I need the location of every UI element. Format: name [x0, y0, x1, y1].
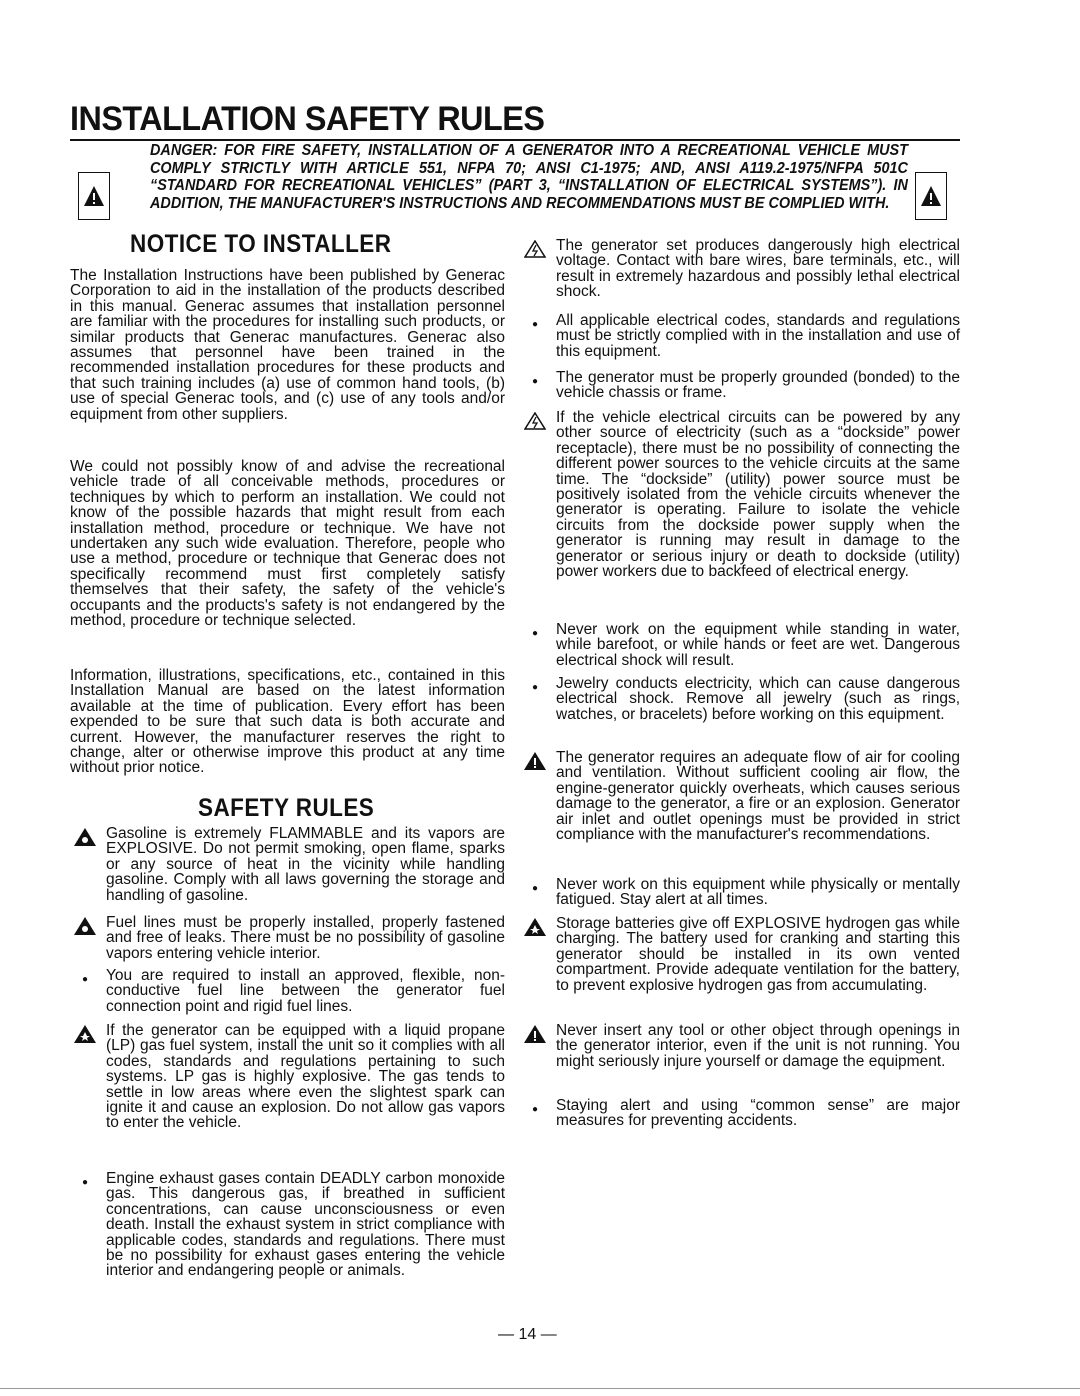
electric-hazard-icon [520, 412, 550, 433]
bullet-icon: ● [531, 682, 539, 693]
notice-heading: NOTICE TO INSTALLER [130, 230, 392, 258]
safety-rule-text: Fuel lines must be properly installed, properly fastened and free of leaks. There must be no possibility of gasoline vapors entering vehicle interior. [106, 914, 505, 962]
safety-rule-text: Never work on the equipment while standing in water, while barefoot, or while hands or feet are wet. Dangerous electrical shock will result. [556, 621, 960, 669]
safety-rule-item [520, 409, 960, 581]
page-title: INSTALLATION SAFETY RULES [70, 100, 545, 138]
safety-rule-text: Gasoline is extremely FLAMMABLE and its vapors are EXPLOSIVE. Do not permit smoking, open flame, sparks or any source of heat in the vicinity while handling gasoline. Comply with all laws governing the storage and handling of gasoline. [106, 825, 505, 904]
page-edge-line [0, 1388, 1080, 1389]
notice-paragraph: Information, illustrations, specifications, etc., contained in this Installation Manual are based on the latest information available at the time of publication. Every effort has been expended to be sure that such data is both accurate and current. However, the manufacturer reserves the right to change, alter or otherwise improve this product at any time without prior notice. [70, 667, 505, 777]
safety-rule-text: Never work on this equipment while physically or mentally fatigued. Stay alert at all times. [556, 876, 960, 909]
safety-rule-item [70, 967, 505, 1015]
safety-rule-text: Storage batteries give off EXPLOSIVE hydrogen gas while charging. The battery used for cranking and starting this generator should be installed in its own vented compartment. Provide adequate ventilation for the battery, to prevent explosive hydrogen gas from accumulating. [556, 915, 960, 994]
warning-icon [915, 172, 947, 220]
notice-paragraph: We could not possibly know of and advise the recreational vehicle trade of all conceivable methods, procedures or techniques by which to perform an installation. We could not know of the possible hazards that might result from each installation method, procedure or technique. We have not undertaken any such wide evaluation. Therefore, people who use a method, procedure or technique that Generac does not specifically recommend must first completely satisfy themselves that their safety, the safety of the vehicle's occupants and the products's safety is not endangered by the method, procedure or technique selected. [70, 458, 505, 630]
title-rule [70, 139, 960, 141]
warning-icon [78, 172, 110, 220]
danger-notice: DANGER: FOR FIRE SAFETY, INSTALLATION OF A GENERATOR INTO A RECREATIONAL VEHICLE MUST COMPLY STRICTLY WITH ARTICLE 551, NFPA 70; ANSI C1-1975; AND, ANSI A119.2-1975/NFPA 501C “STANDARD FOR RECREATIONAL VEHICLES” (PART 3, “INSTALLATION OF ELECTRICAL SYSTEMS”). IN ADDITION, THE MANUFACTURER'S INSTRUCTIONS AND RECOMMENDATIONS MUST BE COMPLIED WITH. [150, 142, 908, 212]
bullet-icon: ● [531, 376, 539, 387]
safety-heading: SAFETY RULES [198, 794, 375, 822]
safety-rule-item [70, 914, 505, 962]
safety-rule-item [520, 621, 960, 669]
bullet-icon: ● [81, 1177, 89, 1188]
safety-rule-text: The generator requires an adequate flow of air for cooling and ventilation. Without sufficient cooling air flow, the engine-generator quickly overheats, which causes serious damage to the generator, a fire or an explosion. Generator air inlet and outlet openings must be provided in strict compliance with the manufacturer's recommendations. [556, 749, 960, 844]
safety-rule-item [520, 237, 960, 301]
safety-rule-item [520, 1022, 960, 1070]
safety-rule-text: If the vehicle electrical circuits can be powered by any other source of electricity (such as a “dockside” power receptacle), there must be no possibility of connecting the different power sources to the vehicle circuits at the same time. The “dockside” (utility) power source must be positively isolated from the vehicle circuits whenever the generator is operating. Failure to isolate the vehicle circuits from the dockside power supply when the generator is running may result in damage to the generator or serious injury or death to dockside (utility) power workers due to backfeed of electrical energy. [556, 409, 960, 581]
safety-rule-text: Jewelry conducts electricity, which can cause dangerous electrical shock. Remove all jewelry (such as rings, watches, or bracelets) before working on this equipment. [556, 675, 960, 723]
page-number: — 14 — [498, 1326, 557, 1343]
safety-rule-item [520, 1097, 960, 1130]
safety-rule-item [70, 1170, 505, 1280]
bullet-icon: ● [531, 628, 539, 639]
fire-hazard-icon [70, 917, 100, 938]
safety-rule-text: The generator must be properly grounded (bonded) to the vehicle chassis or frame. [556, 369, 960, 402]
safety-rule-text: If the generator can be equipped with a liquid propane (LP) gas fuel system, install the unit so it complies with all codes, standards and regulations pertaining to such systems. LP gas is highly explosive. The gas tends to settle in low areas where even the slightest spark can ignite it and cause an explosion. Do not allow gas vapors to enter the vehicle. [106, 1022, 505, 1132]
safety-rule-item [70, 825, 505, 904]
bullet-icon: ● [531, 319, 539, 330]
safety-rule-item [520, 915, 960, 994]
safety-rule-item [70, 1022, 505, 1132]
electric-hazard-icon [520, 240, 550, 261]
safety-rule-text: Never insert any tool or other object through openings in the generator interior, even if the unit is not running. You might seriously injure yourself or damage the equipment. [556, 1022, 960, 1070]
safety-rule-text: Engine exhaust gases contain DEADLY carbon monoxide gas. This dangerous gas, if breathed in sufficient concentrations, can cause unconsciousness or even death. Install the exhaust system in strict compliance with applicable codes, standards and regulations. There must be no possibility for exhaust gases entering the vehicle interior and endangering people or animals. [106, 1170, 505, 1280]
bullet-icon: ● [531, 1104, 539, 1115]
notice-paragraph: The Installation Instructions have been published by Generac Corporation to aid in the installation of the products described in this manual. Generac assumes that installation personnel are familiar with the procedures for installing such products, or similar products that Generac manufactures. Generac also assumes that personnel have been trained in the recommended installation procedures for these products and that such training includes (a) use of common hand tools, (b) use of special Generac tools, and (c) use of any tools and/or equipment from other suppliers. [70, 267, 505, 423]
bullet-icon: ● [81, 974, 89, 985]
safety-rule-item [520, 749, 960, 844]
safety-rule-item [520, 876, 960, 909]
safety-rule-text: All applicable electrical codes, standards and regulations must be strictly complied with in the installation and use of this equipment. [556, 312, 960, 360]
safety-rule-text: You are required to install an approved, flexible, non-conductive fuel line between the generator fuel connection point and rigid fuel lines. [106, 967, 505, 1015]
bullet-icon: ● [531, 883, 539, 894]
safety-rule-item [520, 312, 960, 360]
warning-icon [520, 752, 550, 773]
explosion-hazard-icon [70, 1025, 100, 1046]
safety-rule-text: Staying alert and using “common sense” are major measures for preventing accidents. [556, 1097, 960, 1130]
safety-rule-item [520, 369, 960, 402]
safety-rule-item [520, 675, 960, 723]
warning-icon [520, 1025, 550, 1046]
safety-rule-text: The generator set produces dangerously high electrical voltage. Contact with bare wires, bare terminals, etc., will result in extremely hazardous and possibly lethal electrical shock. [556, 237, 960, 301]
explosion-hazard-icon [520, 918, 550, 939]
fire-hazard-icon [70, 828, 100, 849]
